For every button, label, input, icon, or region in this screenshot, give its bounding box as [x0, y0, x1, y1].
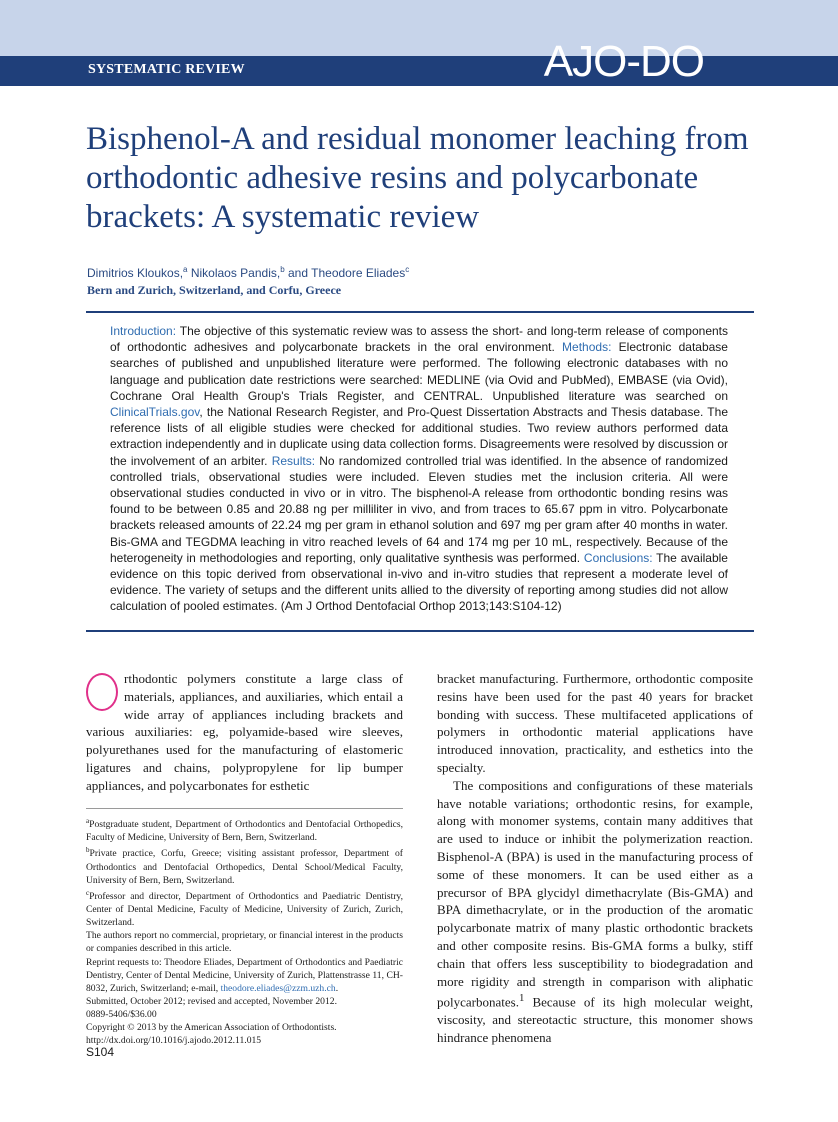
body-paragraph: rthodontic polymers constitute a large class of materials, appliances, and auxiliaries, which entail a wide array of appliances including brackets and various auxiliaries: eg, polyamide-based wire sleeves, polyurethanes used for the manufacturing of elastomeric ligatures and chains, polypropylene for lip bumper appliances, and polycarbonates for esthetic: [86, 671, 403, 793]
author-list: Dimitrios Kloukos,$^a$ Nikolaos Pandis,$^b$ and Theodore Eliades$^c$: [87, 265, 410, 280]
header-top-band: [0, 0, 838, 56]
abstract-heading-introduction: Introduction:: [110, 324, 177, 338]
abstract-heading-conclusions: Conclusions:: [583, 550, 653, 565]
author-name: Dimitrios Kloukos,: [87, 266, 184, 280]
author-affiliation-marker: c: [405, 265, 410, 274]
abstract-top-rule: [86, 311, 754, 313]
abstract-results: No randomized controlled trial was identified. In the absence of randomized controlled trials, observational studies were included. Eleven studies met the inclusion criteria. All were observational studies conducted in vivo or in vitro. The bisphenol-A release from orthodontic bonding resins was found to be between 0.85 and 20.88 ng per milliliter in vivo, and from traces to 65.67 ppm in vitro. Polycarbonate brackets released amounts of 22.24 mg per gram in ethanol solution and 697 mg per gram after 40 months in water. Bis-GMA and TEGDMA leaching in vitro reached levels of 64 and 174 mg per 10 mL, respectively. Because of the heterogeneity in methodologies and reporting, only qualitative synthesis was performed.: [110, 453, 728, 565]
body-paragraph: bracket manufacturing. Furthermore, orthodontic composite resins have been used for the past 40 years for bracket bonding with success. These multifaceted applications of polymers in orthodontic material applications have introduced innovation, practicality, and esthetics into the specialty.: [437, 671, 753, 775]
footnote-rule: [86, 808, 403, 809]
footnote-a: $^a$Postgraduate student, Department of Orthodontics and Dentofacial Orthopedics, Faculty of Medicine, University of Bern, Bern, Switzerland.: [86, 817, 403, 844]
author-affiliation-marker: a: [183, 265, 188, 274]
footnotes: [86, 815, 403, 1047]
doi-link[interactable]: http://dx.doi.org/10.1016/j.ajodo.2012.11.015: [86, 1035, 262, 1047]
footnote-disclosure: The authors report no commercial, proprietary, or financial interest in the products or companies described in this article.: [86, 930, 403, 955]
page-number: S104: [86, 1045, 115, 1059]
article-title: Bisphenol-A and residual monomer leaching from orthodontic adhesive resins and polycarbonate brackets: A systematic review: [86, 121, 749, 235]
section-label: SYSTEMATIC REVIEW: [88, 62, 245, 77]
abstract-introduction: The objective of this systematic review was to assess the short- and long-term release of components of orthodontic adhesives and polycarbonate brackets in the oral environment.: [110, 324, 728, 355]
clinicaltrials-link[interactable]: ClinicalTrials.gov: [110, 405, 200, 420]
footnote-submitted: Submitted, October 2012; revised and accepted, November 2012.: [86, 995, 337, 1007]
author-name: Nikolaos Pandis,: [190, 266, 281, 280]
abstract-citation: (Am J Orthod Dentofacial Orthop 2013;143:S104-12): [280, 599, 562, 614]
abstract-heading-methods: Methods:: [562, 340, 612, 355]
reference-link[interactable]: 1: [518, 992, 525, 1005]
abstract-methods: Electronic database searches of published and unpublished literature were performed. The following electronic databases with no language and publication date restrictions were searched: MEDLINE (via Ovid and PubMed), EMBASE (via Ovid), Cochrane Oral Health Group's Trials Register, and CENTRAL. Unpublished literature was searched on: [110, 340, 728, 403]
footnote-reprint: Reprint requests to: Theodore Eliades, Department of Orthodontics and Paediatric Dentistry, Center of Dental Medicine, University of Zurich, Plattenstrasse 11, CH-8032, Zurich, Switzerland; e-mail, theodore.eliades@zzm.uzh.ch.: [86, 956, 403, 994]
abstract-bottom-rule: [86, 630, 754, 632]
author-affiliation: Bern and Zurich, Switzerland, and Corfu, Greece: [87, 283, 342, 297]
abstract-conclusions: The available evidence on this topic derived from observational in-vivo and in-vitro studies that represent a moderate level of evidence. The variety of setups and the different units allied to the diversity of reporting among studies did not allow calculation of pooled estimates.: [110, 550, 728, 614]
drop-cap-letter: [86, 673, 118, 711]
abstract: [110, 323, 728, 615]
abstract-heading-results: Results:: [271, 453, 316, 468]
journal-logo[interactable]: AJO-DO: [543, 37, 704, 86]
footnote-c: $^c$Professor and director, Department of Orthodontics and Paediatric Dentistry, Center of Dental Medicine, Faculty of Medicine, University of Zurich, Zurich, Switzerland.: [86, 888, 403, 929]
author-affiliation-marker: b: [280, 265, 285, 274]
email-link[interactable]: theodore.eliades@zzm.uzh.ch: [220, 982, 336, 994]
footnote-issn: 0889-5406/$36.00: [86, 1008, 157, 1020]
footnote-copyright: Copyright © 2013 by the American Association of Orthodontists.: [86, 1021, 337, 1033]
body-column-right: [437, 670, 753, 1047]
abstract-methods-continued: , the National Research Register, and Pro-Quest Dissertation Abstracts and Thesis database. The reference lists of all eligible studies were checked for additional studies. Two review authors performed data extraction independently and in duplicate using data collection forms. Disagreements were resolved by discussion or the involvement of an arbiter.: [110, 405, 728, 468]
body-paragraph: The compositions and configurations of these materials have notable variations; orthodontic resins, for example, along with monomer systems, contain many additives that are used to induce or inhibit the polymerization reaction. Bisphenol-A (BPA) is used in the manufacturing process of some of these monomers. It can be used either as a precursor of BPA glycidyl dimethacrylate (Bis-GMA) and BPA dimethacrylate, or in the production of the aromatic polycarbonate matrix of many plastic orthodontic brackets and other composite resins. Bis-GMA forms a bulky, stiff chain that offers less susceptibility to biodegradation and more rigidity and strength in comparison with aliphatic polycarbonates.$^1$ Because of its high molecular weight, viscosity, and stereotactic structure, this monomer shows hindrance phenomena: [437, 777, 753, 1046]
body-column-left: [86, 670, 403, 795]
author-name: Theodore Eliades: [311, 266, 406, 280]
footnote-b: $^b$Private practice, Corfu, Greece; visiting assistant professor, Department of Orthodontics and Dentofacial Orthopedics, Dental School/Medical Faculty, University of Bern, Bern, Switzerland.: [86, 846, 403, 886]
